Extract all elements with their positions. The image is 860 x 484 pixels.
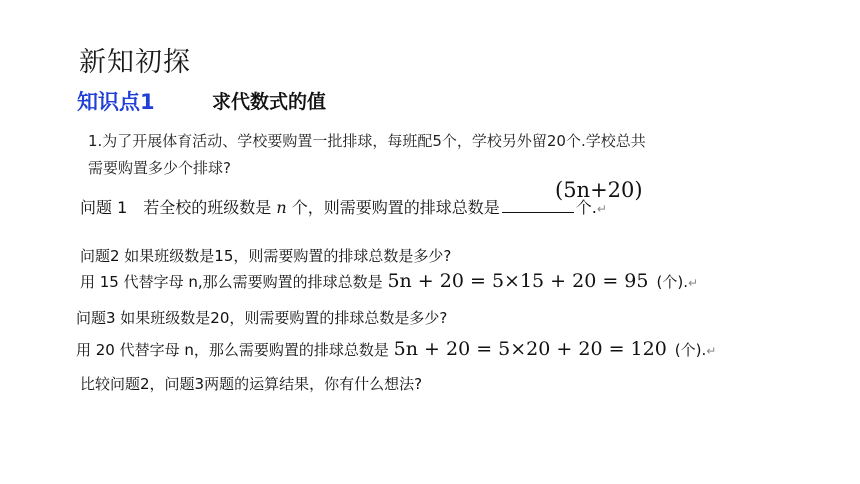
question1-middle: 个，则需要购置的排球总数是: [286, 198, 500, 217]
page-title: 新知初探: [79, 47, 191, 78]
question1-prefix: 问题 1 若全校的班级数是: [80, 198, 277, 217]
question2-answer-prefix: 用 15 代替字母 n,那么需要购置的排球总数是: [80, 273, 388, 291]
question1-suffix: 个.: [575, 198, 597, 217]
question1-variable: n: [276, 198, 287, 217]
problem-line-2: 需要购置多少个排球?: [88, 159, 231, 177]
question1-answer: (5n+20): [555, 178, 643, 202]
question3: 问题3 如果班级数是20，则需要购置的排球总数是多少?: [76, 309, 448, 327]
problem-line-1: 1.为了开展体育活动、学校要购置一批排球，每班配5个，学校另外留20个.学校总共: [88, 132, 646, 150]
knowledge-point-topic: 求代数式的值: [212, 91, 327, 113]
return-mark-icon: ↵: [687, 276, 699, 290]
question3-answer: [76, 338, 716, 360]
question3-unit: (个).: [674, 341, 707, 359]
question2-unit: (个).: [656, 273, 688, 291]
question4: 比较问题2，问题3两题的运算结果，你有什么想法?: [80, 375, 423, 393]
question1: [80, 195, 607, 218]
question2-equation: 5n + 20 = 5×15 + 20 = 95: [387, 270, 649, 292]
question3-answer-prefix: 用 20 代替字母 n，那么需要购置的排球总数是: [76, 341, 394, 359]
problem-statement: [88, 128, 646, 182]
question2: 问题2 如果班级数是15，则需要购置的排球总数是多少?: [80, 247, 452, 265]
answer-blank: [502, 211, 574, 213]
question3-equation: 5n + 20 = 5×20 + 20 = 120: [393, 338, 667, 360]
return-mark-icon: ↵: [596, 202, 607, 216]
knowledge-point-label: 知识点1: [77, 90, 155, 114]
return-mark-icon: ↵: [706, 344, 717, 358]
question2-answer: [80, 270, 698, 292]
